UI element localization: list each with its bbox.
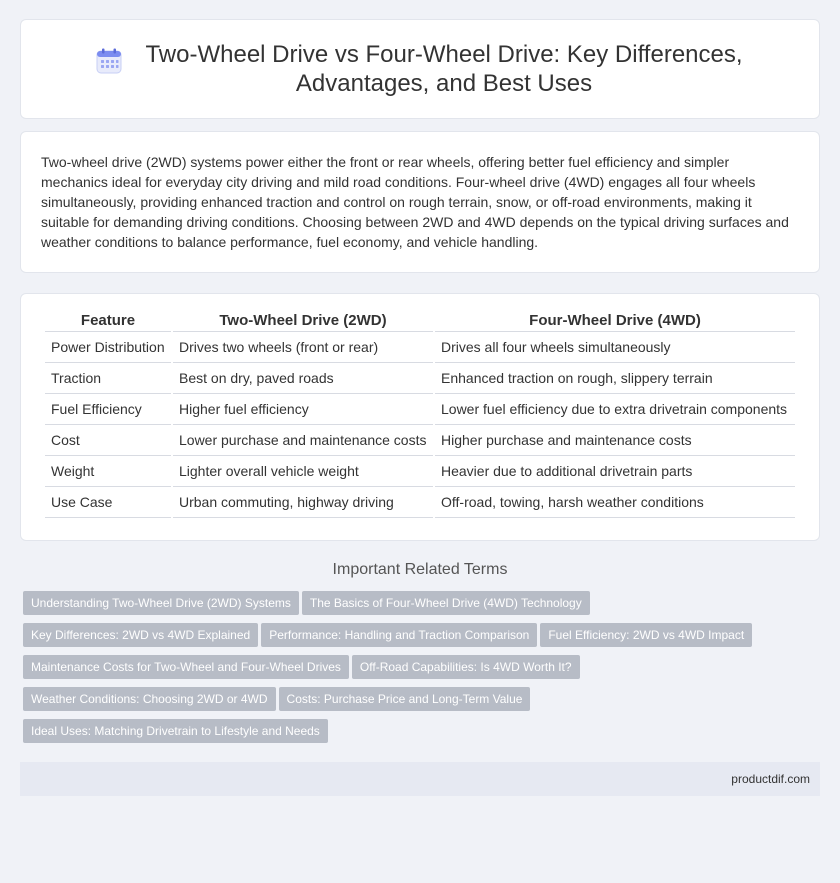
site-name: productdif.com [731,772,810,786]
2wd-cell: Higher fuel efficiency [173,394,433,425]
feature-cell: Power Distribution [45,332,171,363]
table-row [45,425,795,456]
calendar-icon [96,48,122,74]
related-terms-heading: Important Related Terms [332,561,508,578]
4wd-cell: Drives all four wheels simultaneously [435,332,795,363]
2wd-cell: Lighter overall vehicle weight [173,456,433,487]
page-title: Two-Wheel Drive vs Four-Wheel Drive: Key Differences, Advantages, and Best Uses [145,41,743,97]
4wd-cell: Off-road, towing, harsh weather conditions [435,487,795,518]
related-term-link[interactable]: Fuel Efficiency: 2WD vs 4WD Impact [540,623,752,647]
related-term-link[interactable]: Maintenance Costs for Two-Wheel and Four-Wheel Drives [23,655,349,679]
feature-cell: Weight [45,456,171,487]
related-term-link[interactable]: Key Differences: 2WD vs 4WD Explained [23,623,258,647]
related-term-link[interactable]: Understanding Two-Wheel Drive (2WD) Systems [23,591,299,615]
4wd-cell: Higher purchase and maintenance costs [435,425,795,456]
4wd-cell: Lower fuel efficiency due to extra drivetrain components [435,394,795,425]
table-row [45,487,795,518]
table-row [45,332,795,363]
column-header-feature: Feature [45,312,171,332]
feature-cell: Traction [45,363,171,394]
feature-cell: Fuel Efficiency [45,394,171,425]
table-row [45,363,795,394]
footer [20,762,820,796]
4wd-cell: Enhanced traction on rough, slippery terrain [435,363,795,394]
comparison-table-card [20,293,820,541]
2wd-cell: Lower purchase and maintenance costs [173,425,433,456]
related-term-link[interactable]: Ideal Uses: Matching Drivetrain to Lifestyle and Needs [23,719,328,743]
column-header-4wd: Four-Wheel Drive (4WD) [435,312,795,332]
related-term-link[interactable]: Weather Conditions: Choosing 2WD or 4WD [23,687,276,711]
related-term-link[interactable]: Off-Road Capabilities: Is 4WD Worth It? [352,655,580,679]
related-term-link[interactable]: Performance: Handling and Traction Comparison [261,623,537,647]
feature-cell: Cost [45,425,171,456]
feature-cell: Use Case [45,487,171,518]
comparison-table [43,312,797,518]
2wd-cell: Best on dry, paved roads [173,363,433,394]
intro-paragraph: Two-wheel drive (2WD) systems power either the front or rear wheels, offering better fuel efficiency and simpler mechanics ideal for everyday city driving and mild road conditions. Four-wheel drive (4WD) engages all four wheels simultaneously, providing enhanced traction and control on rough terrain, snow, or off-road environments, making it suitable for demanding driving conditions. Choosing between 2WD and 4WD depends on the typical driving surfaces and weather conditions to balance performance, fuel economy, and vehicle handling. [20,131,820,273]
table-row [45,394,795,425]
table-row [45,456,795,487]
related-term-link[interactable]: Costs: Purchase Price and Long-Term Value [279,687,531,711]
page-header [20,19,820,119]
4wd-cell: Heavier due to additional drivetrain parts [435,456,795,487]
column-header-2wd: Two-Wheel Drive (2WD) [173,312,433,332]
related-term-link[interactable]: The Basics of Four-Wheel Drive (4WD) Technology [302,591,590,615]
2wd-cell: Drives two wheels (front or rear) [173,332,433,363]
table-header-row [45,312,795,332]
related-terms-list [20,591,820,751]
2wd-cell: Urban commuting, highway driving [173,487,433,518]
